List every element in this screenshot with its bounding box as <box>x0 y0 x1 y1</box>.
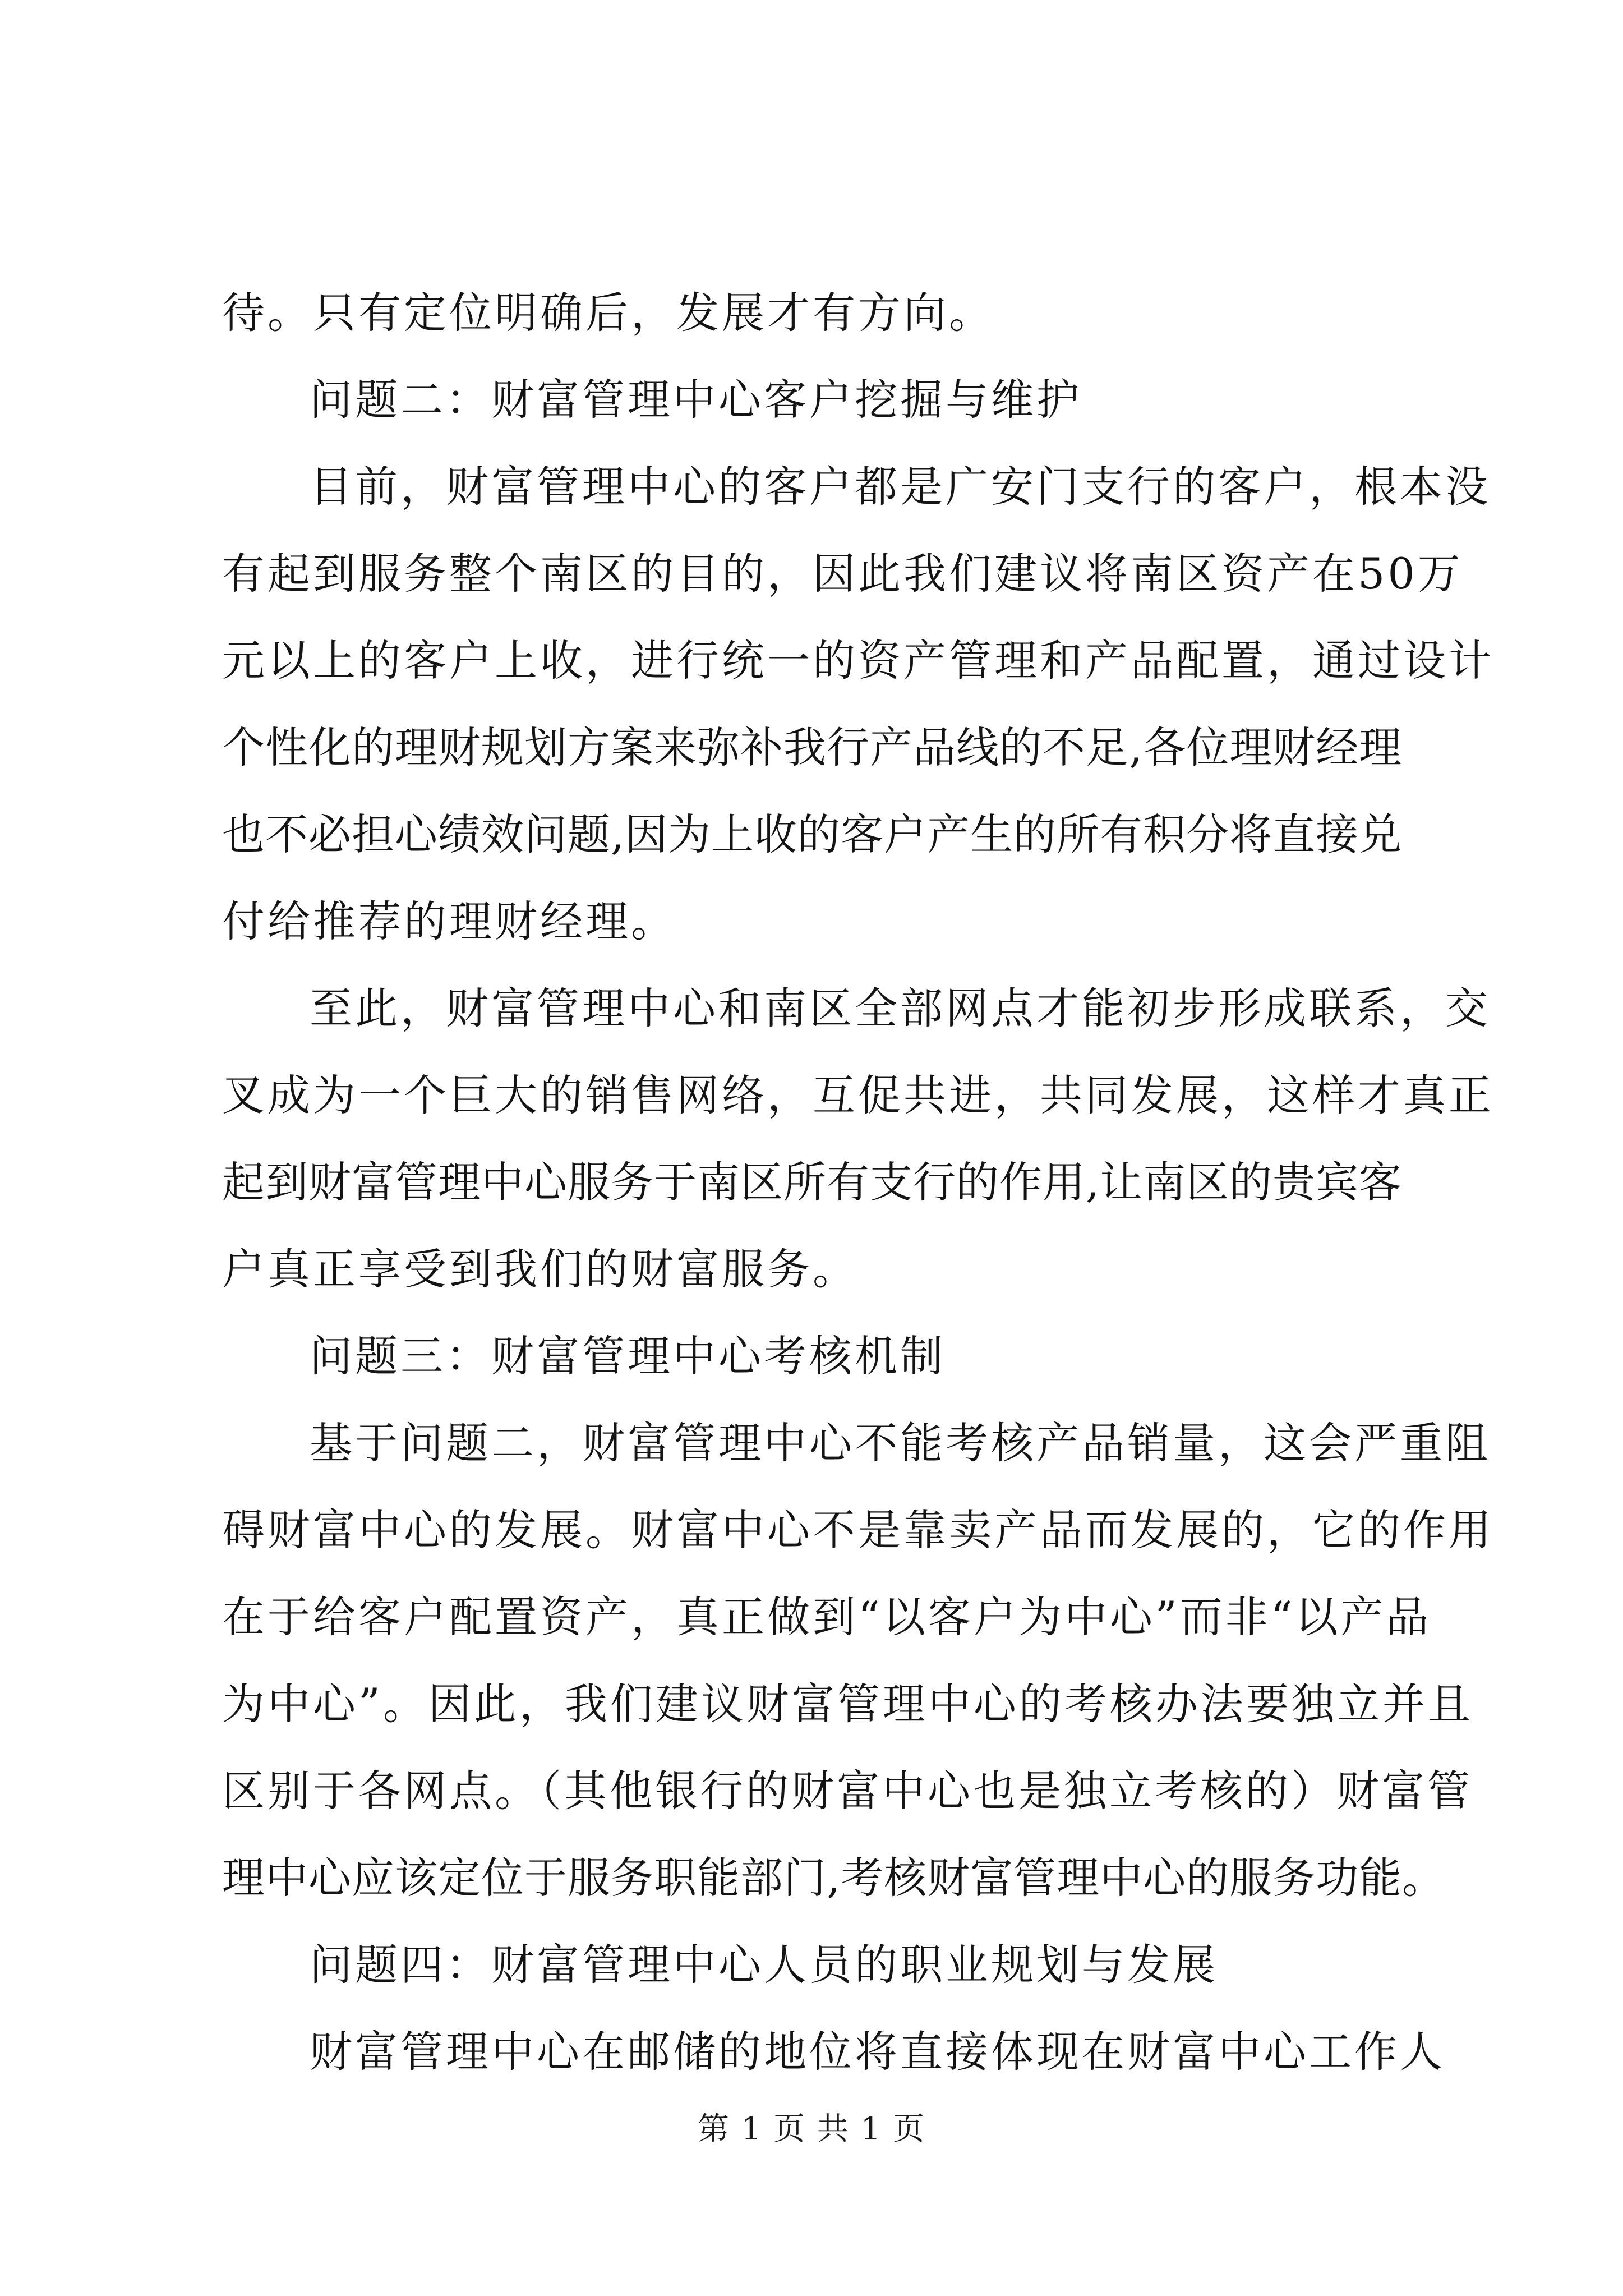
text-line: 至此，财富管理中心和南区全部网点才能初步形成联系，交 <box>310 983 1491 1033</box>
page-footer: 第 1 页 共 1 页 <box>697 2111 926 2147</box>
text-line: 付给推荐的理财经理。 <box>222 896 676 946</box>
text-line: 个性化的理财规划方案来弥补我行产品线的不足,各位理财经理 <box>222 723 1403 772</box>
text-line: 也不必担心绩效问题,因为上收的客户产生的所有积分将直接兑 <box>222 809 1403 859</box>
section-heading: 问题三：财富管理中心考核机制 <box>310 1331 946 1381</box>
text-line: 为中心”。因此，我们建议财富管理中心的考核办法要独立并且 <box>222 1679 1473 1729</box>
text-line: 起到财富管理中心服务于南区所有支行的作用,让南区的贵宾客 <box>222 1157 1403 1207</box>
text-line: 目前，财富管理中心的客户都是广安门支行的客户，根本没 <box>310 462 1491 512</box>
text-line: 户真正享受到我们的财富服务。 <box>222 1244 858 1294</box>
text-line: 理中心应该定位于服务职能部门,考核财富管理中心的服务功能。 <box>222 1853 1446 1903</box>
text-line: 有起到服务整个南区的目的，因此我们建议将南区资产在50万 <box>222 549 1463 599</box>
text-line: 区别于各网点。（其他银行的财富中心也是独立考核的）财富管 <box>222 1766 1473 1816</box>
text-line: 碍财富中心的发展。财富中心不是靠卖产品而发展的，它的作用 <box>222 1505 1494 1555</box>
text-line: 在于给客户配置资产，真正做到“以客户为中心”而非“以产品 <box>222 1592 1432 1642</box>
text-line: 待。只有定位明确后，发展才有方向。 <box>222 288 994 338</box>
text-line: 财富管理中心在邮储的地位将直接体现在财富中心工作人 <box>310 2027 1445 2077</box>
section-heading: 问题二：财富管理中心客户挖掘与维护 <box>310 375 1082 425</box>
document-body <box>222 269 1494 2095</box>
text-line: 元以上的客户上收，进行统一的资产管理和产品配置，通过设计 <box>222 636 1494 685</box>
text-line: 叉成为一个巨大的销售网络，互促共进，共同发展，这样才真正 <box>222 1070 1494 1120</box>
section-heading: 问题四：财富管理中心人员的职业规划与发展 <box>310 1940 1218 1990</box>
text-line: 基于问题二，财富管理中心不能考核产品销量，这会严重阻 <box>310 1418 1491 1468</box>
